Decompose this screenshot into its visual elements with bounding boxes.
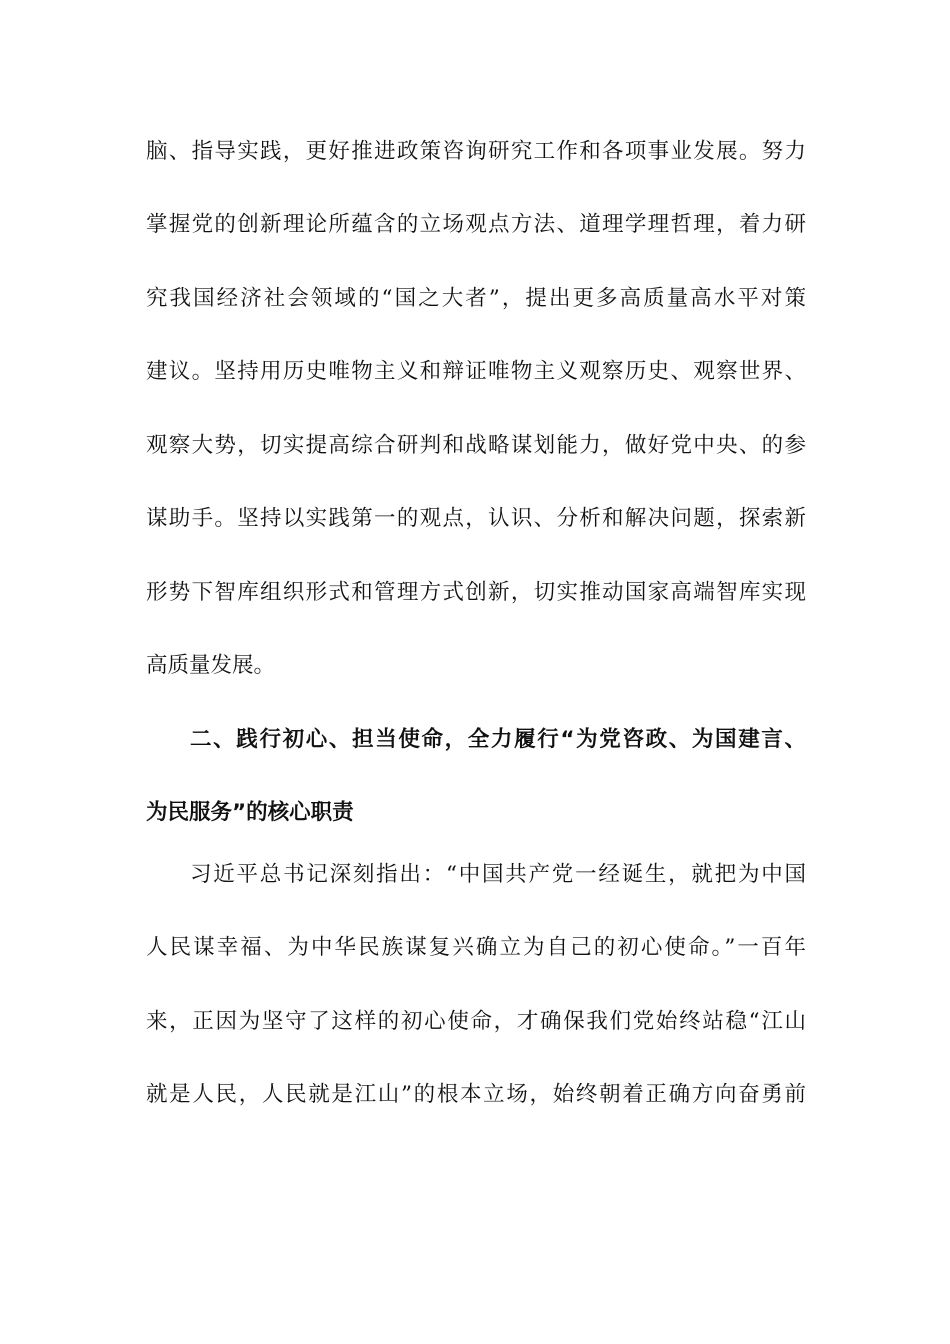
paragraph-text-line: 就是人民，人民就是江山”的根本立场，始终朝着正确方向奋勇前	[146, 1082, 806, 1107]
body-text-line: 脑、指导实践，更好推进政策咨询研究工作和各项事业发展。努力	[146, 139, 806, 164]
body-text-line: 掌握党的创新理论所蕴含的立场观点方法、道理学理哲理，着力研	[146, 212, 806, 237]
section-heading-line-2: 为民服务”的核心职责	[146, 800, 354, 825]
paragraph-text-line: 人民谋幸福、为中华民族谋复兴确立为自己的初心使命。”一百年	[146, 935, 806, 960]
body-text-line: 究我国经济社会领域的“国之大者”，提出更多高质量高水平对策	[146, 286, 806, 311]
section-heading-line-1: 二、践行初心、担当使命，全力履行“为党咨政、为国建言、	[190, 727, 806, 752]
body-text-line: 观察大势，切实提高综合研判和战略谋划能力，做好党中央、的参	[146, 433, 806, 458]
body-text-line: 形势下智库组织形式和管理方式创新，切实推动国家高端智库实现	[146, 580, 806, 605]
paragraph-text-line: 来，正因为坚守了这样的初心使命，才确保我们党始终站稳“江山	[146, 1009, 806, 1034]
paragraph-text-line: 习近平总书记深刻指出：“中国共产党一经诞生，就把为中国	[190, 862, 806, 887]
body-text-line: 建议。坚持用历史唯物主义和辩证唯物主义观察历史、观察世界、	[146, 359, 806, 384]
body-text-line: 高质量发展。	[146, 653, 276, 678]
body-text-line: 谋助手。坚持以实践第一的观点，认识、分析和解决问题，探索新	[146, 506, 806, 531]
